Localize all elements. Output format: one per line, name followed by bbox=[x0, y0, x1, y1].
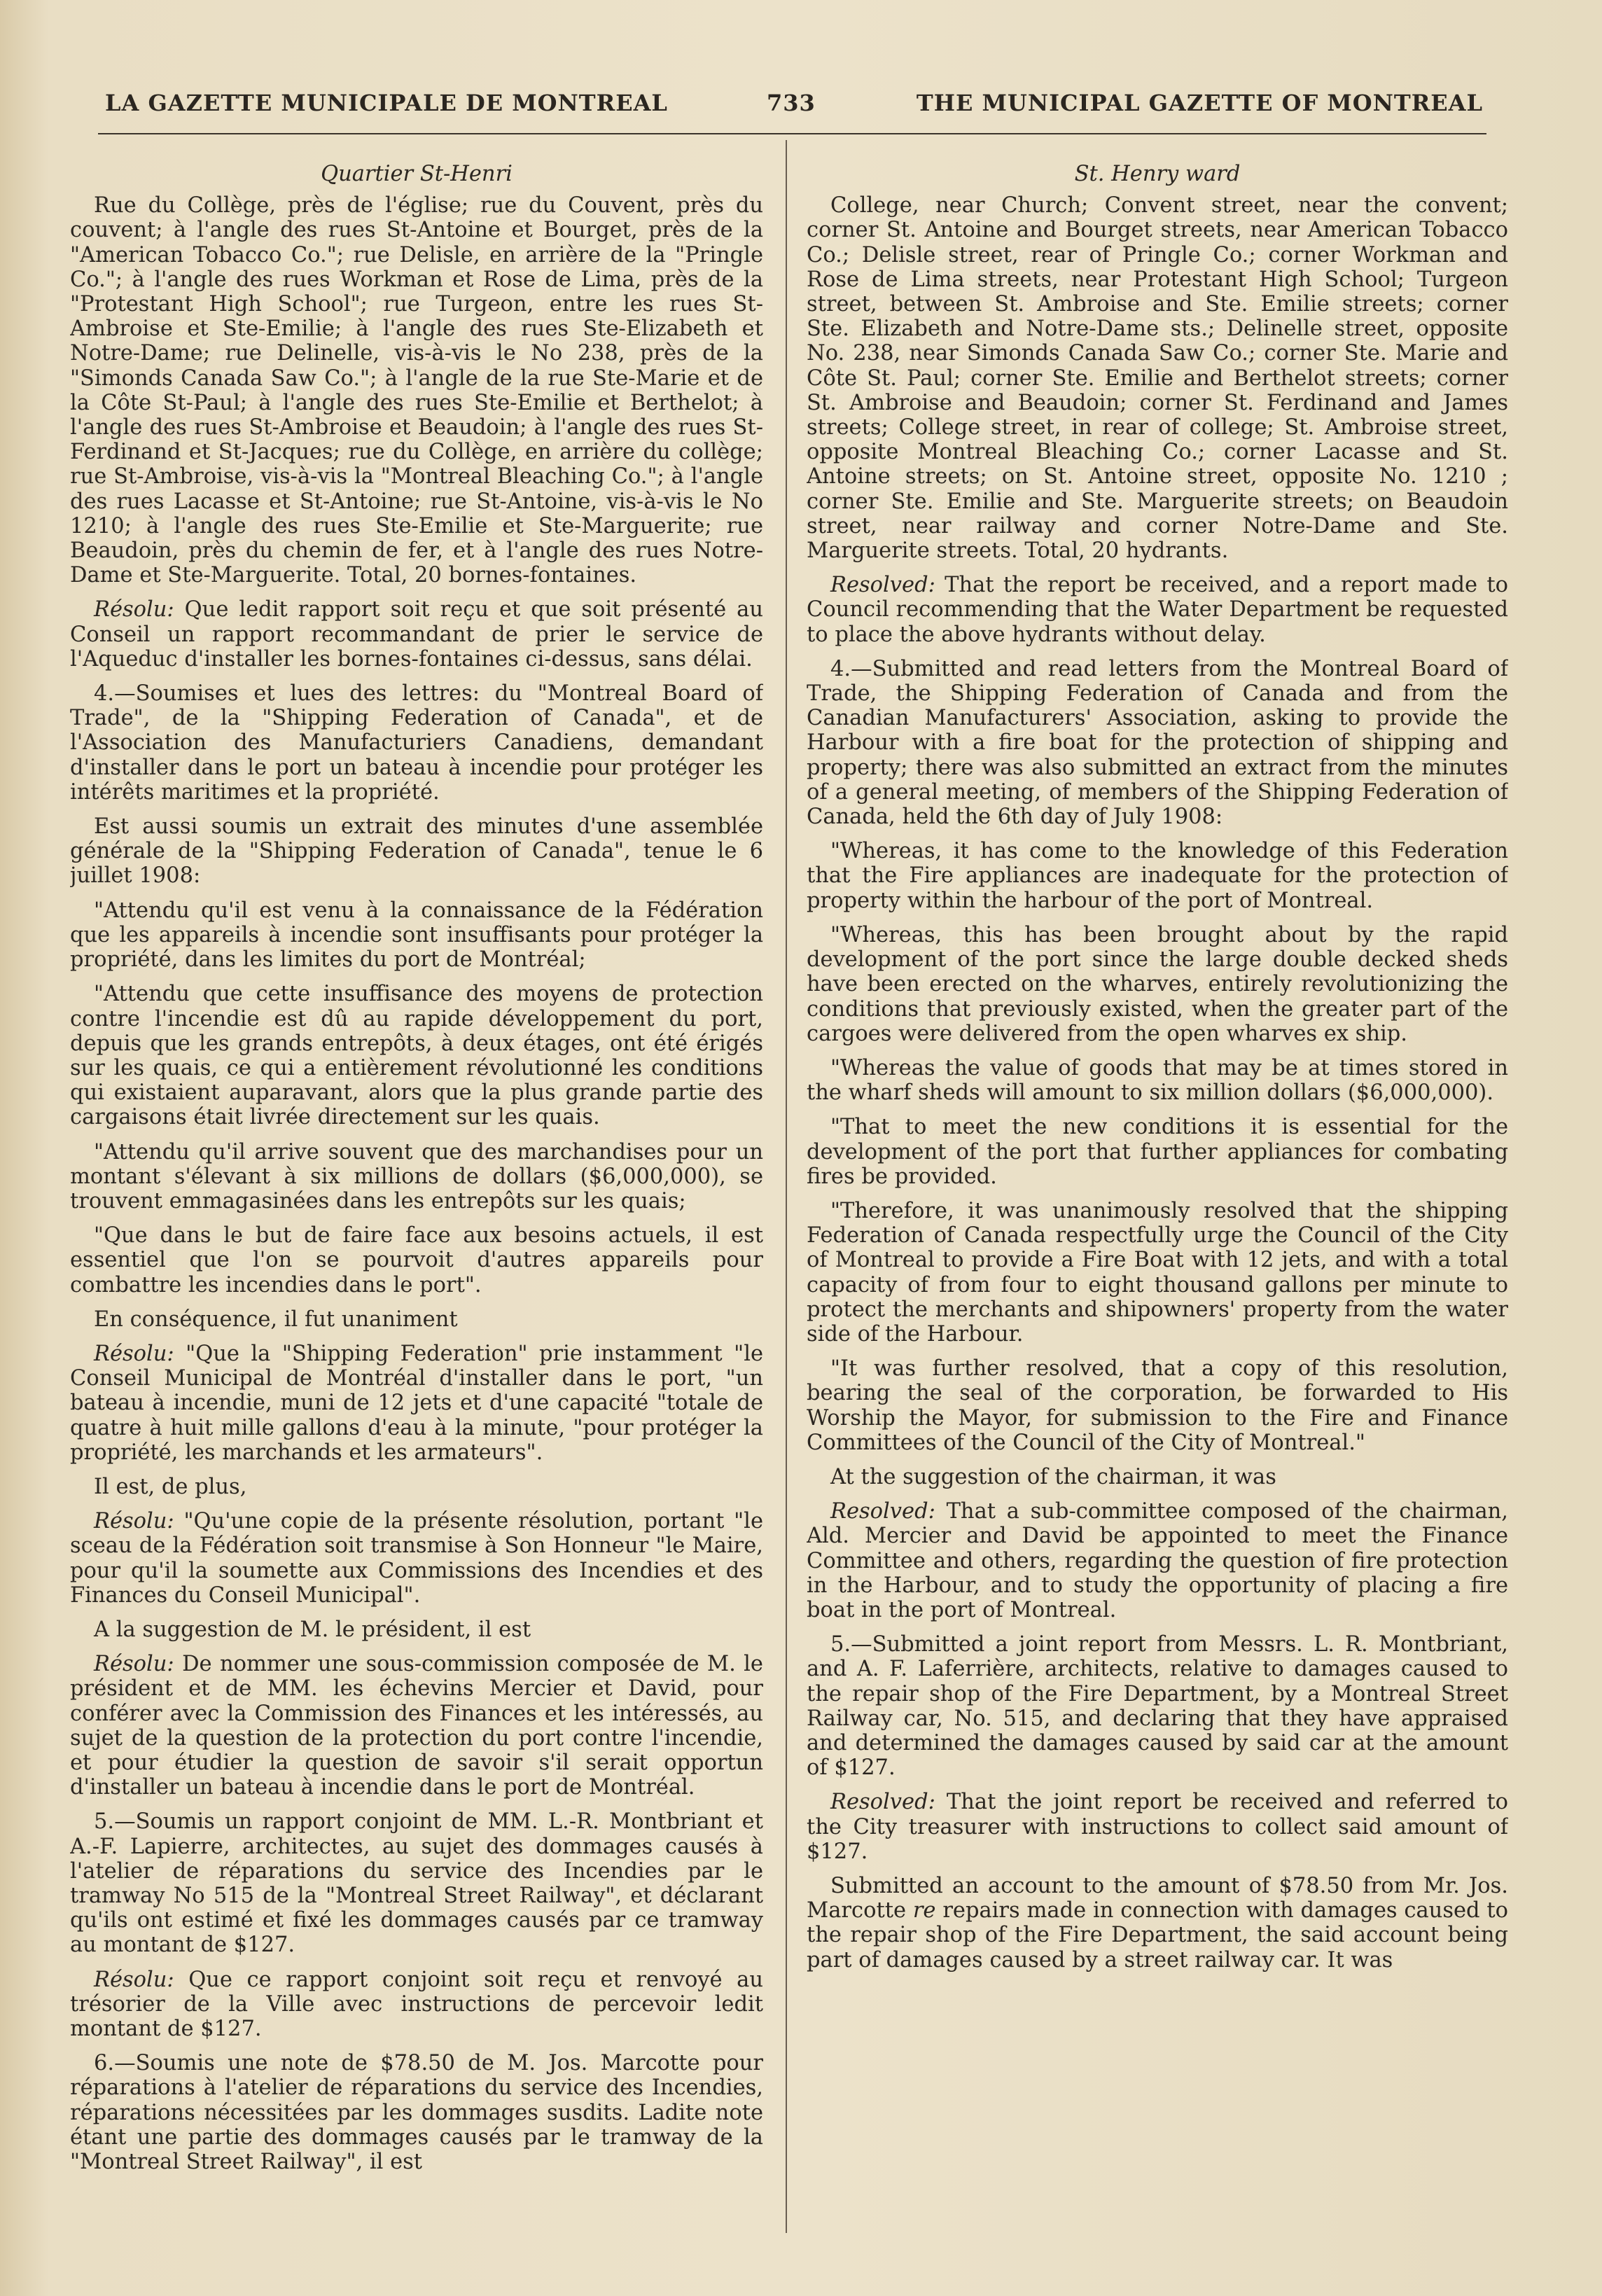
resolution-label: Résolu: bbox=[94, 597, 174, 622]
english-resolution bbox=[807, 573, 1508, 647]
resolution-label: Resolved: bbox=[830, 573, 935, 598]
resolution-text: That a sub-committee composed of the chairman, Ald. Mercier and David be appointed to meet the Finance Committee and others, regarding the question of fire protection in the Harbour, and to study the opportunity of placing a fire boat in the port of Montreal. bbox=[807, 1499, 1508, 1622]
re-word: re bbox=[912, 1898, 936, 1923]
resolution-text: "Qu'une copie de la présente résolution, portant "le sceau de la Fédération soit transmise à Son Honneur "le Maire, pour qu'il la soumette aux Commissions des Incendies et des Finances du Conseil Municipal". bbox=[70, 1509, 763, 1608]
french-paragraph: "Que dans le but de faire face aux besoins actuels, il est essentiel que l'on se pourvoit d'autres appareils pour combattre les incendies dans le port". bbox=[70, 1223, 763, 1297]
english-paragraph: "It was further resolved, that a copy of this resolution, bearing the seal of the corporation, be forwarded to His Worship the Mayor, for submission to the Fire and Finance Committees of the Council of the City of Montreal." bbox=[807, 1356, 1508, 1455]
account-text-start: Submitted an account to the amount of $78.50 from Mr. Jos. Marcotte bbox=[807, 1874, 1508, 1923]
resolution-label: Résolu: bbox=[94, 1967, 174, 1992]
resolution-text: That the report be received, and a report made to Council recommending that the Water Department be requested to place the above hydrants without delay. bbox=[807, 573, 1508, 647]
column-divider bbox=[786, 140, 787, 2233]
french-paragraph: "Attendu qu'il est venu à la connaissance de la Fédération que les appareils à incendie sont insuffisants pour protéger la propriété, dans les limites du port de Montréal; bbox=[70, 898, 763, 973]
english-paragraph: "That to meet the new conditions it is essential for the development of the port that further appliances for combating fires be provided. bbox=[807, 1115, 1508, 1189]
french-paragraph: 5.—Soumis un rapport conjoint de MM. L.-R. Montbriant et A.-F. Lapierre, architectes, au sujet des dommages causés à l'atelier de réparations du service des Incendies par le tramway No 515 de la "Montreal Street Railway", et déclarant qu'ils ont estimé et fixé les dommages causés par ce tramway au montant de $127. bbox=[70, 1809, 763, 1958]
english-paragraph: At the suggestion of the chairman, it was bbox=[830, 1464, 1276, 1489]
header-french-title: LA GAZETTE MUNICIPALE DE MONTREAL bbox=[105, 90, 668, 116]
english-paragraph: "Whereas, it has come to the knowledge of this Federation that the Fire appliances are inadequate for the protection of property within the harbour of the port of Montreal. bbox=[807, 839, 1508, 913]
english-column-heading: St. Henry ward bbox=[1074, 162, 1241, 186]
english-resolution bbox=[807, 1790, 1508, 1864]
french-paragraph: Est aussi soumis un extrait des minutes d'une assemblée générale de la "Shipping Federation of Canada", tenue le 6 juillet 1908: bbox=[70, 814, 763, 889]
french-resolution bbox=[70, 1968, 763, 2042]
header-rule bbox=[98, 133, 1486, 134]
french-paragraph: "Attendu qu'il arrive souvent que des marchandises pour un montant s'élevant à six millions de dollars ($6,000,000), se trouvent emmagasinées dans les entrepôts sur les quais; bbox=[70, 1139, 763, 1213]
french-paragraph: Il est, de plus, bbox=[94, 1474, 247, 1499]
french-resolution bbox=[70, 1342, 763, 1465]
english-paragraph: "Therefore, it was unanimously resolved that the shipping Federation of Canada respectfully urge the Council of the City of Montreal to provide a Fire Boat with 12 jets, and with a total capacity of from four to eight thousand gallons per minute to protect the merchants and shipowners' property from the water side of the Harbour. bbox=[807, 1198, 1508, 1347]
french-resolution bbox=[70, 1652, 763, 1800]
resolution-text: "Que la "Shipping Federation" prie instamment "le Conseil Municipal de Montréal d'installer dans le port, "un bateau à incendie, muni de 12 jets et d'une capacité "totale de quatre à huit mille gallons d'eau à la minute, "pour protéger la propriété, les marchands et les armateurs". bbox=[70, 1341, 763, 1465]
french-resolution bbox=[70, 597, 763, 672]
account-text-end: repairs made in connection with damages caused to the repair shop of the Fire Department, the said account being part of damages caused by a street railway car. It was bbox=[807, 1898, 1508, 1973]
english-paragraph bbox=[807, 1874, 1508, 1973]
resolution-text: That the joint report be received and referred to the City treasurer with instructions to collect said amount of $127. bbox=[807, 1790, 1508, 1864]
resolution-label: Resolved: bbox=[830, 1499, 935, 1524]
resolution-text: Que ce rapport conjoint soit reçu et renvoyé au trésorier de la Ville avec instructions de percevoir ledit montant de $127. bbox=[70, 1967, 763, 2042]
english-resolution bbox=[807, 1499, 1508, 1622]
french-paragraph: Rue du Collège, près de l'église; rue du Couvent, près du couvent; à l'angle des rues St-Antoine et Bourget, près de la "American Tobacco Co."; rue Delisle, en arrière de la "Pringle Co."; à l'angle des rues Workman et Rose de Lima, près de la "Protestant High School"; rue Turgeon, entre les rues St-Ambroise et Ste-Emilie; à l'angle des rues Ste-Elizabeth et Notre-Dame; rue Delinelle, vis-à-vis le No 238, près de la "Simonds Canada Saw Co."; à l'angle de la rue Ste-Marie et de la Côte St-Paul; à l'angle des rues Ste-Emilie et Berthelot; à l'angle des rues St-Ambroise et Beaudoin; à l'angle des rues St-Ferdinand et St-Jacques; rue du Collège, en arrière du collège; rue St-Ambroise, vis-à-vis la "Montreal Bleaching Co."; à l'angle des rues Lacasse et St-Antoine; rue St-Antoine, vis-à-vis le No 1210; à l'angle des rues Ste-Emilie et Ste-Marguerite; rue Beaudoin, près du chemin de fer, et à l'angle des rues Notre-Dame et Ste-Marguerite. Total, 20 bornes-fontaines. bbox=[70, 193, 763, 588]
resolution-label: Résolu: bbox=[94, 1509, 174, 1534]
page-header bbox=[105, 83, 1483, 132]
french-paragraph: En conséquence, il fut unaniment bbox=[94, 1307, 458, 1332]
english-paragraph: College, near Church; Convent street, near the convent; corner St. Antoine and Bourget streets, near American Tobacco Co.; Delisle street, rear of Pringle Co.; corner Workman and Rose de Lima streets, near Protestant High School; Turgeon street, between St. Ambroise and Ste. Emilie streets; corner Ste. Elizabeth and Notre-Dame sts.; Delinelle street, opposite No. 238, near Simonds Canada Saw Co.; corner Ste. Marie and Côte St. Paul; corner Ste. Emilie and Berthelot streets; corner St. Ambroise and Beaudoin; corner St. Ferdinand and James streets; College street, in rear of college; St. Ambroise street, opposite Montreal Bleaching Co.; corner Lacasse and St. Antoine streets; on St. Antoine street, opposite No. 1210 ; corner Ste. Emilie and Ste. Marguerite streets; on Beaudoin street, near railway and corner Notre-Dame and Ste. Marguerite streets. Total, 20 hydrants. bbox=[807, 193, 1508, 564]
french-column bbox=[70, 158, 763, 2226]
french-paragraph: A la suggestion de M. le président, il est bbox=[94, 1617, 531, 1642]
resolution-label: Resolved: bbox=[830, 1790, 935, 1815]
french-paragraph: 6.—Soumis une note de $78.50 de M. Jos. Marcotte pour réparations à l'atelier de réparations du service des Incendies, réparations nécessitées par les dommages susdits. Ladite note étant une partie des dommages causés par le tramway de la "Montreal Street Railway", il est bbox=[70, 2051, 763, 2175]
french-column-heading: Quartier St-Henri bbox=[321, 162, 513, 186]
resolution-text: De nommer une sous-commission composée de M. le président et de MM. les échevins Mercier et David, pour conférer avec la Commission des Finances et les intéressés, au sujet de la question de la protection du port contre l'incendie, et pour étudier la question de savoir s'il serait opportun d'installer un bateau à incendie dans le port de Montréal. bbox=[70, 1652, 763, 1800]
page-number: 733 bbox=[767, 90, 816, 116]
french-resolution bbox=[70, 1509, 763, 1608]
english-paragraph: "Whereas the value of goods that may be at times stored in the wharf sheds will amount to six million dollars ($6,000,000). bbox=[807, 1055, 1508, 1106]
english-paragraph: "Whereas, this has been brought about by the rapid development of the port since the large double decked sheds have been erected on the wharves, entirely revolutionizing the conditions that previously existed, when the greater part of the cargoes were delivered from the open wharves ex ship. bbox=[807, 922, 1508, 1046]
resolution-label: Résolu: bbox=[94, 1652, 174, 1677]
english-paragraph: 5.—Submitted a joint report from Messrs. L. R. Montbriant, and A. F. Laferrière, architects, relative to damages caused to the repair shop of the Fire Department, by a Montreal Street Railway car, No. 515, and declaring that they have appraised and determined the damages caused by said car at the amount of $127. bbox=[807, 1632, 1508, 1781]
resolution-text: Que ledit rapport soit reçu et que soit présenté au Conseil un rapport recommandant de prier le service de l'Aqueduc d'installer les bornes-fontaines ci-dessus, sans délai. bbox=[70, 597, 763, 672]
resolution-label: Résolu: bbox=[94, 1341, 174, 1366]
french-paragraph: "Attendu que cette insuffisance des moyens de protection contre l'incendie est dû au rapide développement du port, depuis que les grands entrepôts, à deux étages, ont été érigés sur les quais, ce qui a entièrement révolutionné les conditions qui existaient auparavant, alors que la plus grande partie des cargaisons était livrée directement sur les quais. bbox=[70, 982, 763, 1130]
header-english-title: THE MUNICIPAL GAZETTE OF MONTREAL bbox=[916, 90, 1483, 116]
french-paragraph: 4.—Soumises et lues des lettres: du "Montreal Board of Trade", de la "Shipping Federation of Canada", et de l'Association des Manufacturiers Canadiens, demandant d'installer dans le port un bateau à incendie pour protéger les intérêts maritimes et la propriété. bbox=[70, 681, 763, 805]
english-column bbox=[807, 158, 1508, 2226]
english-paragraph: 4.—Submitted and read letters from the Montreal Board of Trade, the Shipping Federation of Canada and from the Canadian Manufacturers' Association, asking to provide the Harbour with a fire boat for the protection of shipping and property; there was also submitted an extract from the minutes of a general meeting, of members of the Shipping Federation of Canada, held the 6th day of July 1908: bbox=[807, 656, 1508, 830]
